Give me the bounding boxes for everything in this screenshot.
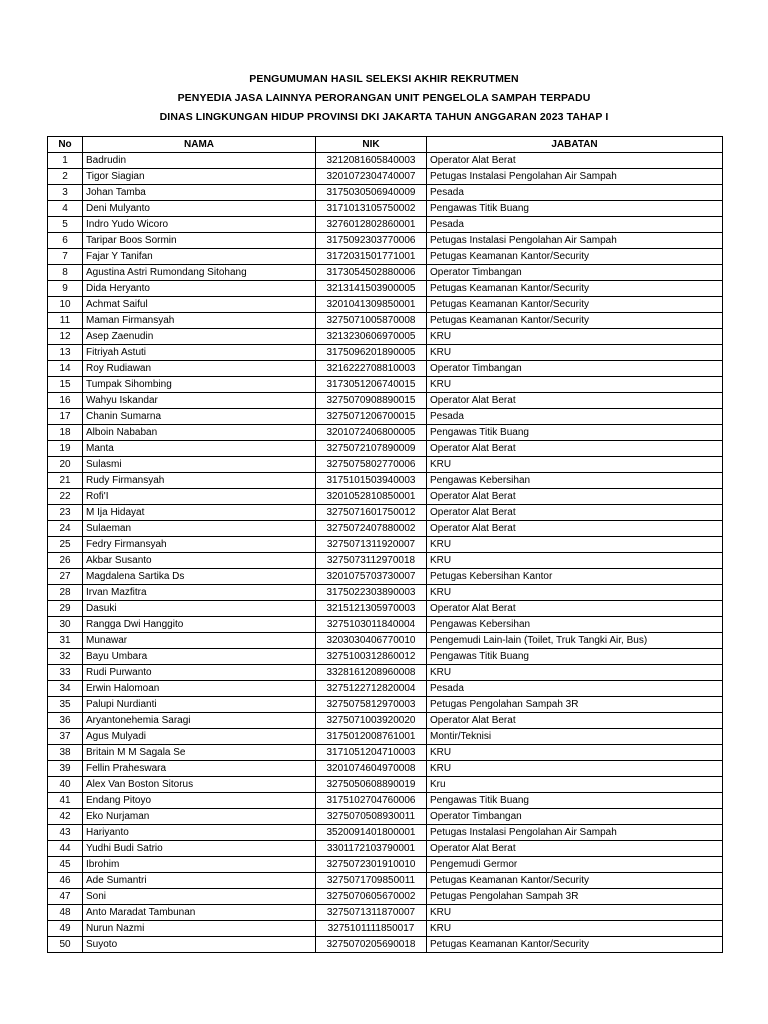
cell-no: 33	[48, 665, 83, 681]
cell-nik: 3520091401800001	[316, 825, 427, 841]
cell-jabatan: Pengawas Titik Buang	[427, 425, 723, 441]
cell-nama: Taripar Boos Sormin	[83, 233, 316, 249]
cell-jabatan: Pengawas Titik Buang	[427, 649, 723, 665]
cell-nik: 3328161208960008	[316, 665, 427, 681]
cell-jabatan: Pesada	[427, 217, 723, 233]
cell-nama: Suyoto	[83, 937, 316, 953]
cell-nik: 3275101111850017	[316, 921, 427, 937]
cell-nik: 3175096201890005	[316, 345, 427, 361]
cell-nama: Endang Pitoyo	[83, 793, 316, 809]
cell-nik: 3201041309850001	[316, 297, 427, 313]
cell-no: 38	[48, 745, 83, 761]
cell-no: 39	[48, 761, 83, 777]
cell-jabatan: Operator Alat Berat	[427, 393, 723, 409]
cell-no: 42	[48, 809, 83, 825]
cell-nama: Dida Heryanto	[83, 281, 316, 297]
cell-no: 3	[48, 185, 83, 201]
cell-nik: 3275071311920007	[316, 537, 427, 553]
table-row	[48, 377, 723, 393]
cell-nama: Roy Rudiawan	[83, 361, 316, 377]
cell-jabatan: KRU	[427, 745, 723, 761]
cell-jabatan: Operator Alat Berat	[427, 153, 723, 169]
cell-jabatan: KRU	[427, 345, 723, 361]
cell-nama: Fedry Firmansyah	[83, 537, 316, 553]
cell-jabatan: KRU	[427, 905, 723, 921]
cell-nik: 3275071003920020	[316, 713, 427, 729]
cell-jabatan: Operator Timbangan	[427, 265, 723, 281]
cell-nik: 3173051206740015	[316, 377, 427, 393]
cell-jabatan: Operator Alat Berat	[427, 505, 723, 521]
cell-nik: 3301172103790001	[316, 841, 427, 857]
cell-nama: Asep Zaenudin	[83, 329, 316, 345]
cell-no: 34	[48, 681, 83, 697]
cell-nama: Hariyanto	[83, 825, 316, 841]
cell-no: 26	[48, 553, 83, 569]
cell-nik: 3276012802860001	[316, 217, 427, 233]
table-row	[48, 665, 723, 681]
table-row	[48, 585, 723, 601]
table-row	[48, 857, 723, 873]
cell-nik: 3172031501771001	[316, 249, 427, 265]
cell-nik: 3201074604970008	[316, 761, 427, 777]
cell-no: 32	[48, 649, 83, 665]
cell-nik: 3201075703730007	[316, 569, 427, 585]
table-row	[48, 617, 723, 633]
cell-nik: 3175030506940009	[316, 185, 427, 201]
cell-nama: Alboin Nababan	[83, 425, 316, 441]
table-row	[48, 169, 723, 185]
column-header-nik: NIK	[316, 137, 427, 153]
cell-jabatan: Petugas Instalasi Pengolahan Air Sampah	[427, 825, 723, 841]
cell-no: 10	[48, 297, 83, 313]
cell-nama: Badrudin	[83, 153, 316, 169]
cell-nik: 3275050608890019	[316, 777, 427, 793]
cell-nama: Sulaeman	[83, 521, 316, 537]
table-row	[48, 425, 723, 441]
cell-no: 23	[48, 505, 83, 521]
cell-nama: Yudhi Budi Satrio	[83, 841, 316, 857]
cell-no: 5	[48, 217, 83, 233]
header-title-line-1: PENGUMUMAN HASIL SELEKSI AKHIR REKRUTMEN	[249, 73, 519, 85]
cell-nama: Ibrohim	[83, 857, 316, 873]
cell-nik: 3175022303890003	[316, 585, 427, 601]
cell-jabatan: KRU	[427, 665, 723, 681]
cell-jabatan: KRU	[427, 761, 723, 777]
cell-nik: 3275070508930011	[316, 809, 427, 825]
cell-jabatan: KRU	[427, 377, 723, 393]
cell-jabatan: Operator Alat Berat	[427, 841, 723, 857]
cell-nama: Rudy Firmansyah	[83, 473, 316, 489]
cell-jabatan: Kru	[427, 777, 723, 793]
cell-no: 28	[48, 585, 83, 601]
cell-nama: Palupi Nurdianti	[83, 697, 316, 713]
cell-nama: M Ija Hidayat	[83, 505, 316, 521]
table-row	[48, 457, 723, 473]
cell-nik: 3275071206700015	[316, 409, 427, 425]
cell-nik: 3275070908890015	[316, 393, 427, 409]
cell-no: 2	[48, 169, 83, 185]
cell-nik: 3275075802770006	[316, 457, 427, 473]
cell-nik: 3216222708810003	[316, 361, 427, 377]
column-header-no: No	[48, 137, 83, 153]
cell-no: 36	[48, 713, 83, 729]
cell-no: 4	[48, 201, 83, 217]
cell-jabatan: Petugas Keamanan Kantor/Security	[427, 297, 723, 313]
cell-jabatan: Petugas Instalasi Pengolahan Air Sampah	[427, 233, 723, 249]
cell-nama: Ade Sumantri	[83, 873, 316, 889]
cell-nama: Fajar Y Tanifan	[83, 249, 316, 265]
cell-no: 21	[48, 473, 83, 489]
cell-no: 49	[48, 921, 83, 937]
cell-no: 45	[48, 857, 83, 873]
cell-nik: 3275072301910010	[316, 857, 427, 873]
cell-nama: Munawar	[83, 633, 316, 649]
cell-nama: Anto Maradat Tambunan	[83, 905, 316, 921]
cell-nama: Nurun Nazmi	[83, 921, 316, 937]
cell-jabatan: Petugas Keamanan Kantor/Security	[427, 313, 723, 329]
table-row	[48, 889, 723, 905]
table-row	[48, 393, 723, 409]
cell-no: 20	[48, 457, 83, 473]
cell-nama: Achmat Saiful	[83, 297, 316, 313]
cell-nama: Magdalena Sartika Ds	[83, 569, 316, 585]
cell-nik: 3212081605840003	[316, 153, 427, 169]
cell-nama: Johan Tamba	[83, 185, 316, 201]
cell-jabatan: KRU	[427, 585, 723, 601]
document-header	[0, 70, 768, 127]
cell-jabatan: Petugas Kebersihan Kantor	[427, 569, 723, 585]
cell-jabatan: Pengemudi Germor	[427, 857, 723, 873]
cell-jabatan: Petugas Keamanan Kantor/Security	[427, 937, 723, 953]
cell-jabatan: Petugas Keamanan Kantor/Security	[427, 249, 723, 265]
cell-no: 25	[48, 537, 83, 553]
cell-nama: Maman Firmansyah	[83, 313, 316, 329]
table-row	[48, 921, 723, 937]
table-row	[48, 441, 723, 457]
table-row	[48, 745, 723, 761]
cell-nik: 3275100312860012	[316, 649, 427, 665]
table-row	[48, 777, 723, 793]
table-row	[48, 473, 723, 489]
cell-nik: 3175012008761001	[316, 729, 427, 745]
cell-no: 6	[48, 233, 83, 249]
cell-jabatan: Operator Alat Berat	[427, 441, 723, 457]
cell-jabatan: Petugas Keamanan Kantor/Security	[427, 281, 723, 297]
cell-nik: 3275071005870008	[316, 313, 427, 329]
cell-nama: Manta	[83, 441, 316, 457]
table-row	[48, 681, 723, 697]
cell-jabatan: Petugas Keamanan Kantor/Security	[427, 873, 723, 889]
cell-nik: 3175102704760006	[316, 793, 427, 809]
cell-nama: Sulasmi	[83, 457, 316, 473]
cell-jabatan: Operator Alat Berat	[427, 713, 723, 729]
cell-nik: 3173054502880006	[316, 265, 427, 281]
cell-nama: Britain M M Sagala Se	[83, 745, 316, 761]
cell-nik: 3213141503900005	[316, 281, 427, 297]
cell-jabatan: Pengawas Kebersihan	[427, 473, 723, 489]
cell-jabatan: KRU	[427, 329, 723, 345]
cell-no: 31	[48, 633, 83, 649]
cell-nama: Tigor Siagian	[83, 169, 316, 185]
table-row	[48, 217, 723, 233]
cell-no: 22	[48, 489, 83, 505]
cell-jabatan: Pengawas Titik Buang	[427, 793, 723, 809]
cell-no: 30	[48, 617, 83, 633]
cell-nik: 3201052810850001	[316, 489, 427, 505]
column-header-jabatan: JABATAN	[427, 137, 723, 153]
cell-jabatan: Pengawas Kebersihan	[427, 617, 723, 633]
cell-no: 29	[48, 601, 83, 617]
cell-no: 14	[48, 361, 83, 377]
cell-no: 16	[48, 393, 83, 409]
table-row	[48, 537, 723, 553]
cell-nik: 3275103011840004	[316, 617, 427, 633]
cell-nama: Deni Mulyanto	[83, 201, 316, 217]
cell-nik: 3275072407880002	[316, 521, 427, 537]
cell-nama: Chanin Sumarna	[83, 409, 316, 425]
cell-jabatan: Petugas Instalasi Pengolahan Air Sampah	[427, 169, 723, 185]
cell-nama: Eko Nurjaman	[83, 809, 316, 825]
column-header-nama: NAMA	[83, 137, 316, 153]
cell-nik: 3171013105750002	[316, 201, 427, 217]
table-row	[48, 313, 723, 329]
cell-jabatan: Pengemudi Lain-lain (Toilet, Truk Tangki Air, Bus)	[427, 633, 723, 649]
table-row	[48, 649, 723, 665]
table-body	[48, 153, 723, 953]
cell-nama: Rangga Dwi Hanggito	[83, 617, 316, 633]
cell-nama: Dasuki	[83, 601, 316, 617]
cell-jabatan: Operator Alat Berat	[427, 489, 723, 505]
cell-jabatan: KRU	[427, 921, 723, 937]
cell-jabatan: Montir/Teknisi	[427, 729, 723, 745]
cell-jabatan: Operator Timbangan	[427, 361, 723, 377]
table-row	[48, 345, 723, 361]
cell-no: 37	[48, 729, 83, 745]
cell-nik: 3215121305970003	[316, 601, 427, 617]
cell-nama: Bayu Umbara	[83, 649, 316, 665]
cell-no: 18	[48, 425, 83, 441]
table-row	[48, 201, 723, 217]
cell-jabatan: KRU	[427, 457, 723, 473]
table-row	[48, 521, 723, 537]
cell-nama: Fellin Praheswara	[83, 761, 316, 777]
cell-no: 15	[48, 377, 83, 393]
cell-jabatan: Petugas Pengolahan Sampah 3R	[427, 889, 723, 905]
cell-no: 7	[48, 249, 83, 265]
cell-nik: 3175101503940003	[316, 473, 427, 489]
cell-no: 43	[48, 825, 83, 841]
table-row	[48, 297, 723, 313]
cell-no: 41	[48, 793, 83, 809]
table-row	[48, 569, 723, 585]
cell-nama: Alex Van Boston Sitorus	[83, 777, 316, 793]
cell-nama: Fitriyah Astuti	[83, 345, 316, 361]
table-row	[48, 601, 723, 617]
table-row	[48, 713, 723, 729]
cell-no: 19	[48, 441, 83, 457]
table-row	[48, 233, 723, 249]
cell-nik: 3201072406800005	[316, 425, 427, 441]
cell-nik: 3275072107890009	[316, 441, 427, 457]
cell-nik: 3275070205690018	[316, 937, 427, 953]
table-row	[48, 505, 723, 521]
table-row	[48, 329, 723, 345]
cell-no: 13	[48, 345, 83, 361]
cell-no: 11	[48, 313, 83, 329]
table-row	[48, 873, 723, 889]
cell-nik: 3203030406770010	[316, 633, 427, 649]
cell-jabatan: Pesada	[427, 185, 723, 201]
cell-nama: Akbar Susanto	[83, 553, 316, 569]
table-row	[48, 729, 723, 745]
cell-no: 17	[48, 409, 83, 425]
cell-nik: 3213230606970005	[316, 329, 427, 345]
cell-no: 35	[48, 697, 83, 713]
table-row	[48, 185, 723, 201]
cell-jabatan: KRU	[427, 553, 723, 569]
cell-no: 46	[48, 873, 83, 889]
cell-no: 47	[48, 889, 83, 905]
cell-nama: Soni	[83, 889, 316, 905]
table-row	[48, 937, 723, 953]
table-row	[48, 553, 723, 569]
cell-no: 44	[48, 841, 83, 857]
table-row	[48, 633, 723, 649]
table-row	[48, 409, 723, 425]
table-row	[48, 809, 723, 825]
cell-nama: Rudi Purwanto	[83, 665, 316, 681]
cell-jabatan: Pesada	[427, 681, 723, 697]
cell-nama: Rofi'I	[83, 489, 316, 505]
table-header-row	[48, 137, 723, 153]
cell-jabatan: Operator Timbangan	[427, 809, 723, 825]
table-row	[48, 153, 723, 169]
cell-nama: Agustina Astri Rumondang Sitohang	[83, 265, 316, 281]
cell-no: 8	[48, 265, 83, 281]
table-row	[48, 905, 723, 921]
cell-jabatan: Petugas Pengolahan Sampah 3R	[427, 697, 723, 713]
cell-nama: Irvan Mazfitra	[83, 585, 316, 601]
cell-no: 50	[48, 937, 83, 953]
cell-jabatan: Pengawas Titik Buang	[427, 201, 723, 217]
cell-nik: 3171051204710003	[316, 745, 427, 761]
cell-nik: 3275073112970018	[316, 553, 427, 569]
cell-nik: 3201072304740007	[316, 169, 427, 185]
cell-nama: Aryantonehemia Saragi	[83, 713, 316, 729]
cell-nik: 3275122712820004	[316, 681, 427, 697]
table-row	[48, 265, 723, 281]
cell-jabatan: Operator Alat Berat	[427, 521, 723, 537]
table-row	[48, 249, 723, 265]
table-row	[48, 281, 723, 297]
cell-nik: 3275071709850011	[316, 873, 427, 889]
table-row	[48, 697, 723, 713]
table-row	[48, 841, 723, 857]
cell-no: 40	[48, 777, 83, 793]
cell-nik: 3275075812970003	[316, 697, 427, 713]
table-row	[48, 793, 723, 809]
cell-nama: Agus Mulyadi	[83, 729, 316, 745]
cell-no: 1	[48, 153, 83, 169]
cell-no: 9	[48, 281, 83, 297]
results-table	[47, 136, 723, 953]
cell-nama: Tumpak Sihombing	[83, 377, 316, 393]
cell-jabatan: Operator Alat Berat	[427, 601, 723, 617]
cell-nik: 3275070605670002	[316, 889, 427, 905]
table-row	[48, 489, 723, 505]
cell-no: 27	[48, 569, 83, 585]
cell-no: 24	[48, 521, 83, 537]
cell-nik: 3275071311870007	[316, 905, 427, 921]
cell-nik: 3175092303770006	[316, 233, 427, 249]
cell-nama: Erwin Halomoan	[83, 681, 316, 697]
header-title-line-3: DINAS LINGKUNGAN HIDUP PROVINSI DKI JAKARTA TAHUN ANGGARAN 2023 TAHAP I	[159, 111, 609, 123]
cell-no: 48	[48, 905, 83, 921]
table-row	[48, 825, 723, 841]
cell-jabatan: Pesada	[427, 409, 723, 425]
cell-nama: Wahyu Iskandar	[83, 393, 316, 409]
cell-jabatan: KRU	[427, 537, 723, 553]
cell-nik: 3275071601750012	[316, 505, 427, 521]
header-title-line-2: PENYEDIA JASA LAINNYA PERORANGAN UNIT PENGELOLA SAMPAH TERPADU	[177, 92, 591, 104]
cell-nama: Indro Yudo Wicoro	[83, 217, 316, 233]
cell-no: 12	[48, 329, 83, 345]
table-row	[48, 761, 723, 777]
table-row	[48, 361, 723, 377]
